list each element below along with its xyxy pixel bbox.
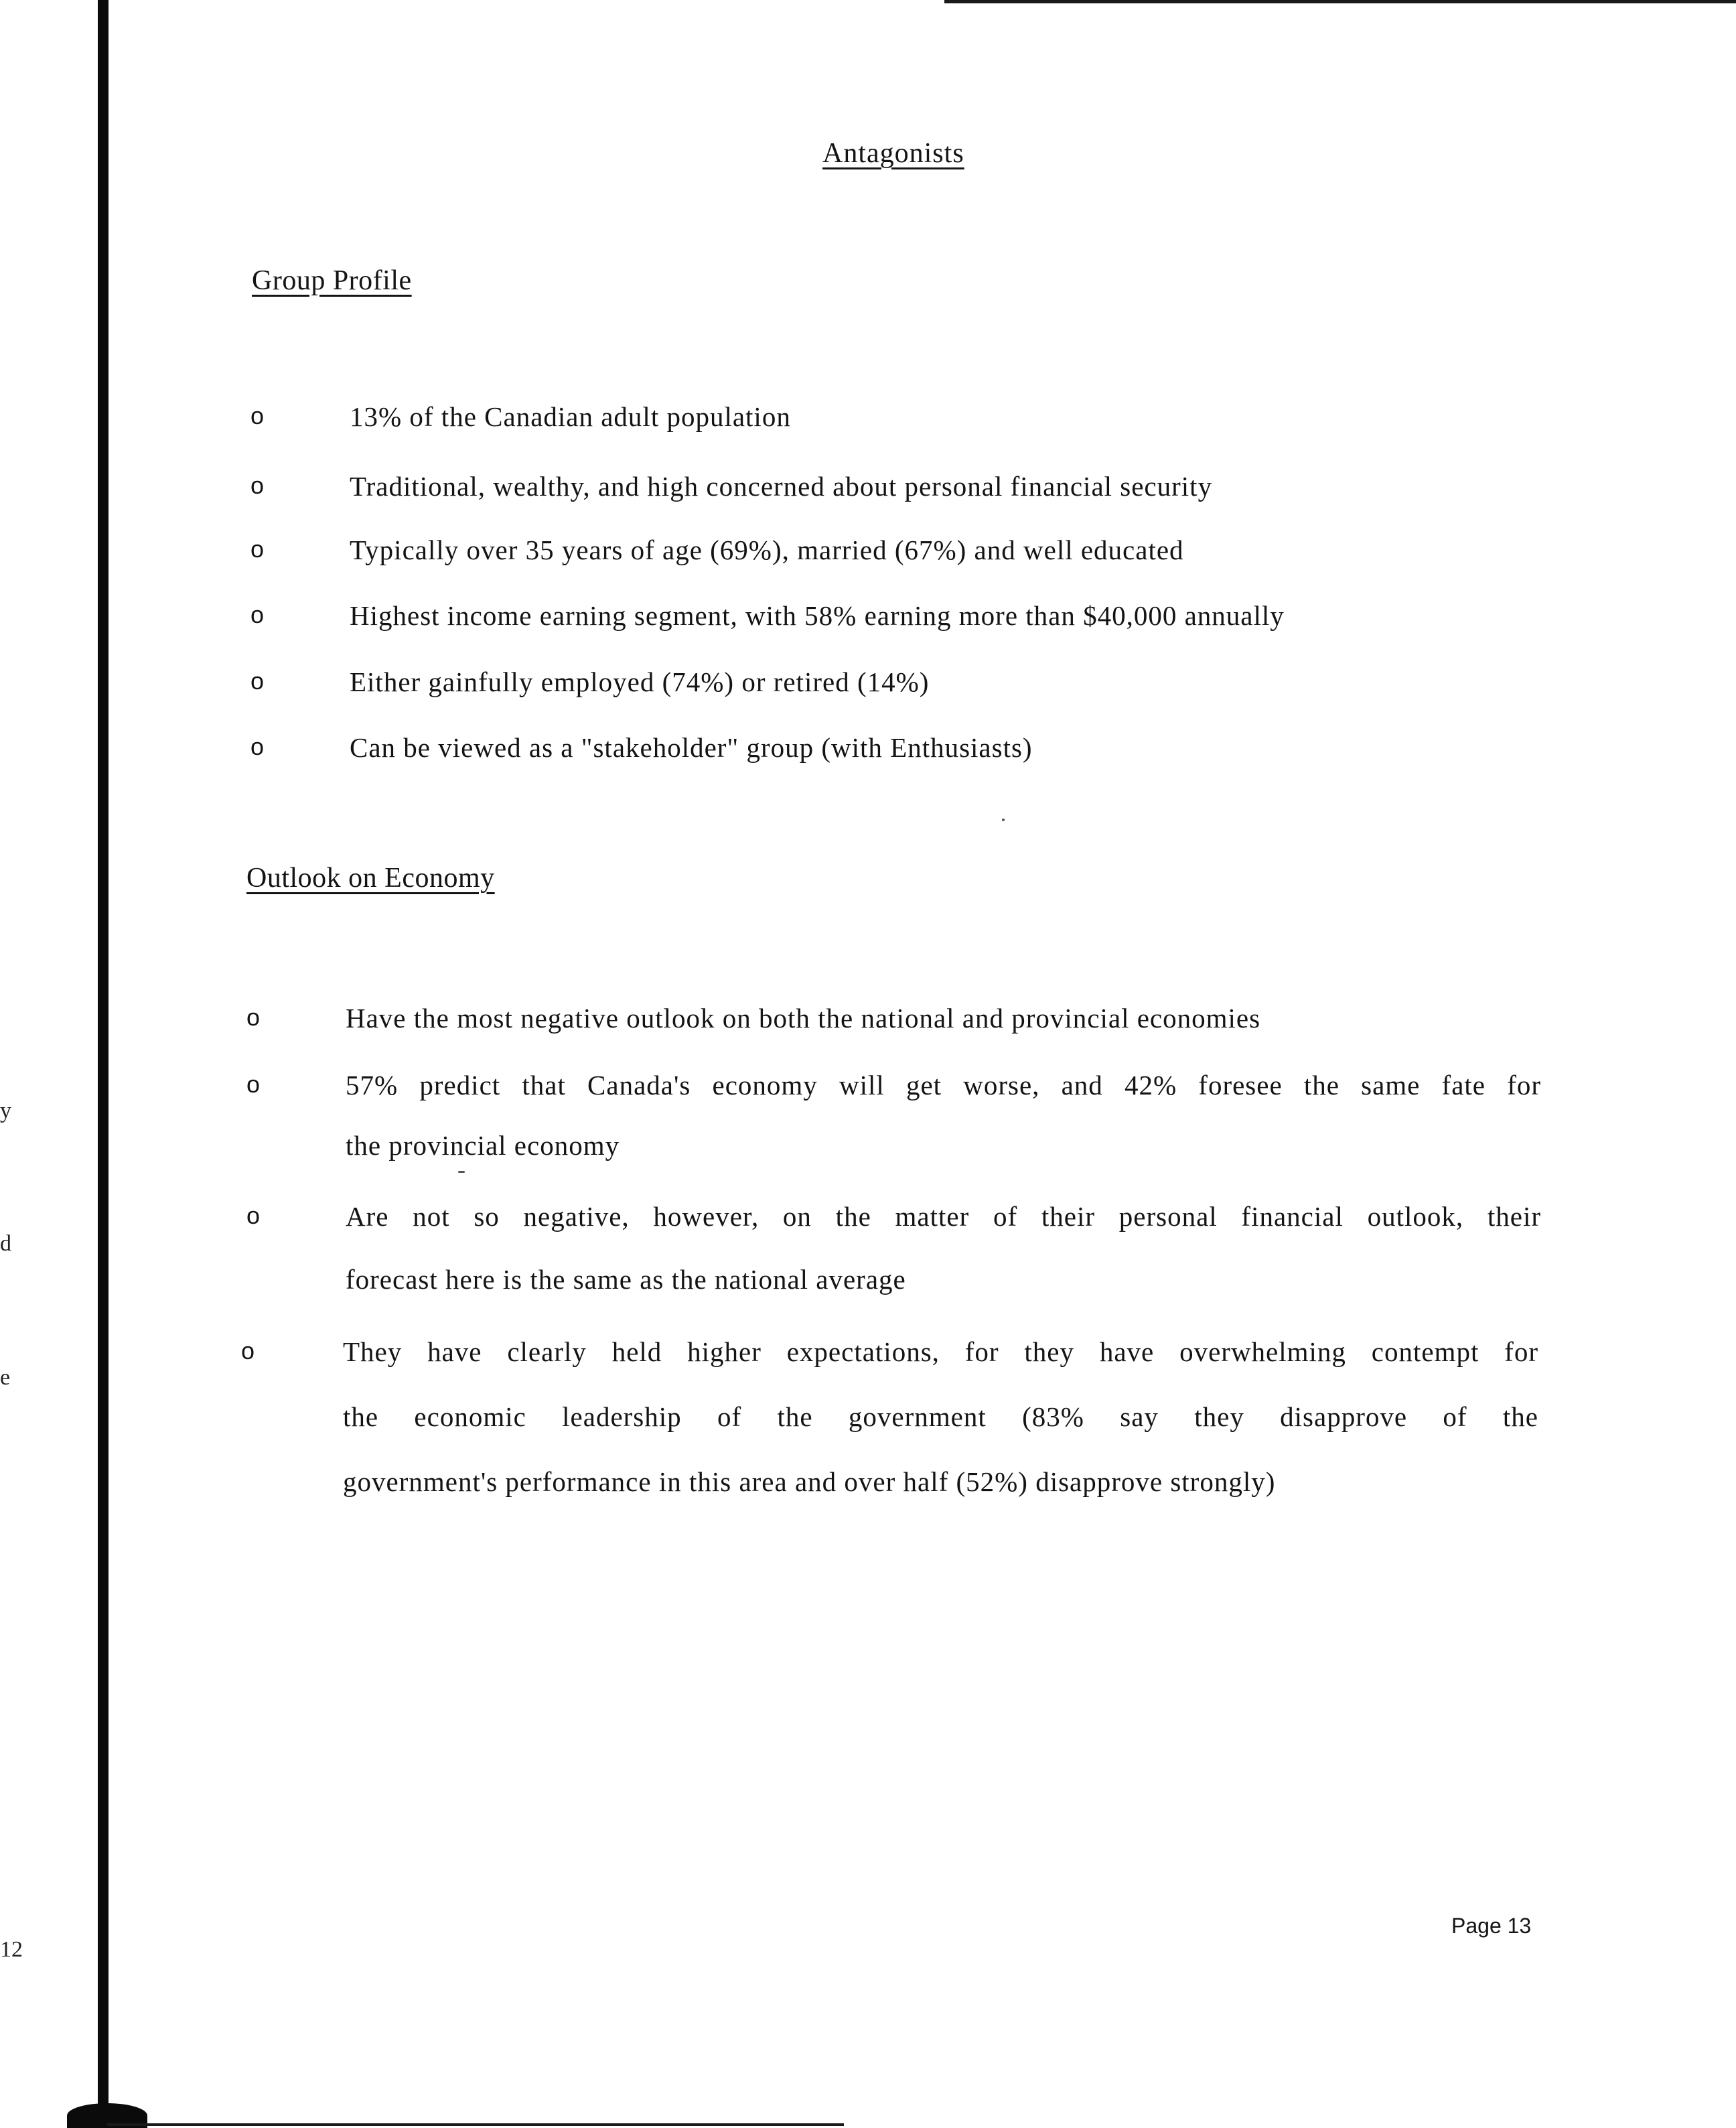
list-item-text: the provincial economy [346, 1130, 620, 1161]
bullet-marker: o [250, 733, 265, 760]
margin-fragment: y [0, 1098, 11, 1123]
page-number: Page 13 [1451, 1914, 1532, 1938]
list-item-text: the economic leadership of the government (83% say they disapprove of the [343, 1401, 1538, 1432]
list-item-text: Have the most negative outlook on both the national and provincial economies [346, 1003, 1261, 1034]
list-item-text: Traditional, wealthy, and high concerned about personal financial security [350, 471, 1213, 502]
list-item-text: They have clearly held higher expectations, for they have overwhelming contempt for [343, 1336, 1538, 1367]
left-page-margin [0, 0, 98, 2128]
bullet-marker: o [241, 1337, 256, 1364]
bottom-edge-rule [107, 2123, 844, 2126]
bullet-marker: o [250, 472, 265, 499]
margin-fragment: d [0, 1231, 11, 1256]
bullet-marker: o [246, 1070, 261, 1098]
list-item-text: forecast here is the same as the national average [346, 1264, 906, 1295]
bullet-marker: o [246, 1003, 261, 1031]
binding-spine [98, 0, 108, 2128]
list-item-text: Typically over 35 years of age (69%), married (67%) and well educated [350, 535, 1184, 565]
outlook-heading: Outlook on Economy [246, 863, 495, 894]
page-title: Antagonists [822, 138, 964, 169]
scan-speck [1002, 819, 1005, 821]
top-edge-rule [944, 0, 1736, 3]
list-item-text: 57% predict that Canada's economy will get worse, and 42% foresee the same fate for [346, 1070, 1541, 1101]
list-item-text: Can be viewed as a "stakeholder" group (with Enthusiasts) [350, 732, 1033, 763]
list-item-text: Highest income earning segment, with 58% earning more than $40,000 annually [350, 600, 1285, 631]
bullet-marker: o [250, 667, 265, 695]
bullet-marker: o [250, 402, 265, 429]
list-item-text: government's performance in this area and over half (52%) disapprove strongly) [343, 1466, 1276, 1497]
margin-fragment: 12 [0, 1937, 23, 1962]
list-item-text: Either gainfully employed (74%) or retired (14%) [350, 666, 930, 697]
scan-speck [458, 1171, 465, 1173]
margin-fragment: e [0, 1365, 11, 1390]
list-item-text: Are not so negative, however, on the matter of their personal financial outlook, their [346, 1201, 1541, 1232]
bullet-marker: o [250, 601, 265, 628]
list-item-text: 13% of the Canadian adult population [350, 401, 791, 432]
bullet-marker: o [250, 535, 265, 563]
group-profile-heading: Group Profile [252, 265, 412, 296]
bullet-marker: o [246, 1202, 261, 1229]
